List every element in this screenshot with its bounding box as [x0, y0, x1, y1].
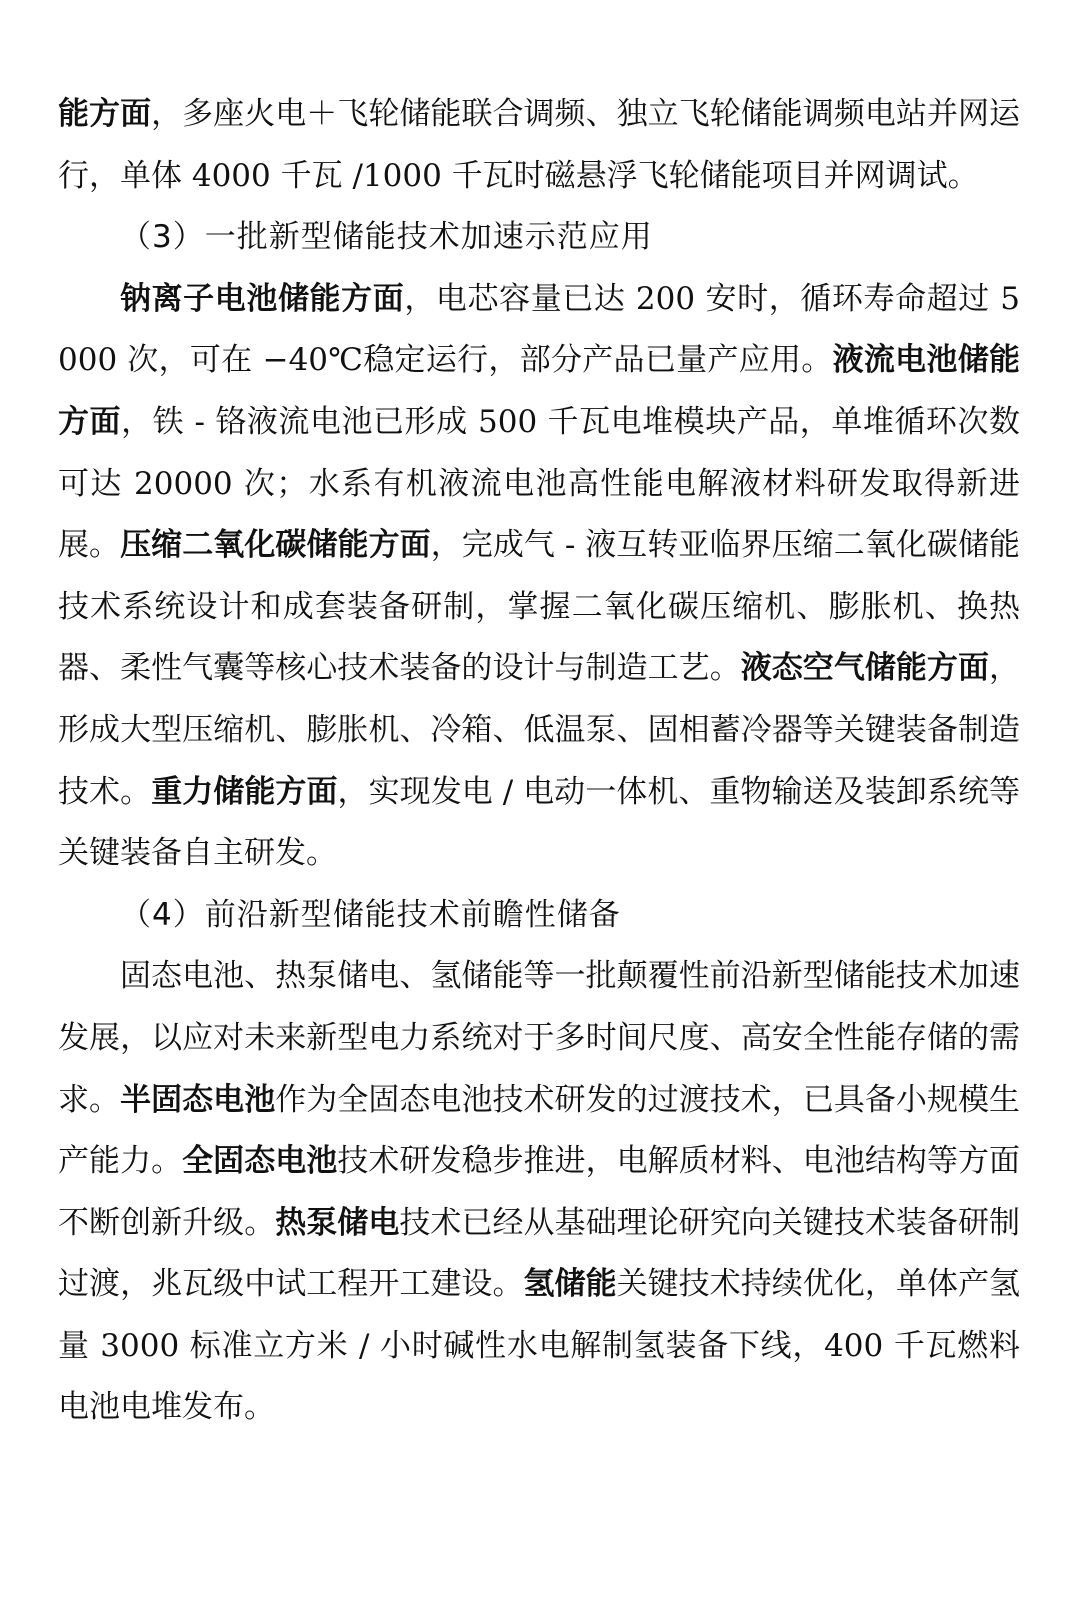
paragraph-text: 固态电池、热泵储电、氢储能等一批颠覆性前沿新型储能技术加速发展，以应对未来新型电力系统对于多时间尺度、高安全性能存储的需求。 [58, 958, 1020, 1118]
paragraph-text: ，完成气 - 液互转亚临界压缩二氧化碳储能技术系统设计和成套装备研制，掌握二氧化碳压缩机、膨胀机、换热器、柔性气囊等核心技术装备的设计与制造工艺。 [58, 527, 1021, 687]
paragraph-text: ，多座火电＋飞轮储能联合调频、独立飞轮储能调频电站并网运行，单体 4000 千瓦 /1000 千瓦时磁悬浮飞轮储能项目并网调试。 [58, 96, 1021, 194]
paragraph-text: ，实现发电 / 电动一体机、重物输送及装卸系统等关键装备自主研发。 [58, 773, 1021, 872]
bold-term: 能方面 [58, 96, 152, 132]
paragraph-text: 关键技术持续优化，单体产氢量 3000 标准立方米 / 小时碱性水电解制氢装备下线，400 千瓦燃料电池电堆发布。 [58, 1266, 1021, 1426]
paragraph-flywheel-continued [58, 84, 1020, 207]
bold-term: 全固态电池 [182, 1143, 338, 1180]
bold-term: 钠离子电池储能方面 [120, 280, 405, 317]
paragraph-text: 作为全固态电池技术研发的过渡技术，已具备小规模生产能力。 [58, 1081, 1021, 1180]
paragraph-demonstration [58, 269, 1020, 885]
bold-term: 半固态电池 [120, 1081, 276, 1118]
bold-term: 液态空气储能方面 [740, 650, 990, 687]
section-heading-3: （3）一批新型储能技术加速示范应用 [120, 219, 653, 256]
bold-term: 氢储能 [523, 1266, 617, 1303]
paragraph-text: ，铁 - 铬液流电池已形成 500 千瓦电堆模块产品，单堆循环次数可达 20000 次；水系有机液流电池高性能电解液材料研发取得新进展。 [58, 403, 1020, 564]
paragraph-frontier [58, 946, 1020, 1439]
paragraph-text: 技术已经从基础理论研究向关键技术装备研制过渡，兆瓦级中试工程开工建设。 [58, 1204, 1021, 1303]
paragraph-text: ，电芯容量已达 200 安时，循环寿命超过 5000 次，可在 −40℃稳定运行，部分产品已量产应用。 [58, 280, 1021, 379]
paragraph-text: ，形成大型压缩机、膨胀机、冷箱、低温泵、固相蓄冷器等关键装备制造技术。 [58, 650, 1021, 810]
bold-term: 液流电池储能方面 [58, 342, 1020, 440]
section-heading-4: （4）前沿新型储能技术前瞻性储备 [120, 896, 621, 933]
bold-term: 热泵储电 [275, 1204, 400, 1241]
document-page [58, 84, 1020, 1439]
bold-term: 重力储能方面 [151, 773, 338, 810]
paragraph-text: 技术研发稳步推进，电解质材料、电池结构等方面不断创新升级。 [58, 1143, 1021, 1241]
bold-term: 压缩二氧化碳储能方面 [120, 527, 431, 564]
